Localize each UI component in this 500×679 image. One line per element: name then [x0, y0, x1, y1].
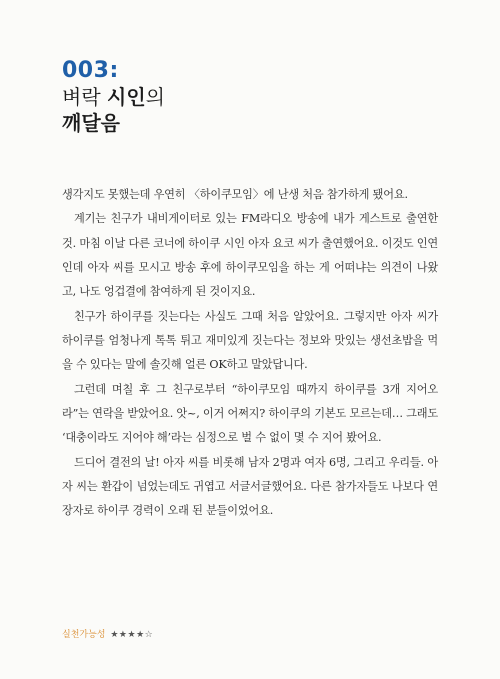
chapter-number-value: 003	[62, 58, 110, 83]
chapter-title-part-c: 의	[145, 85, 165, 109]
footer-label: 실천가능성	[62, 630, 106, 640]
chapter-title-line1	[62, 84, 165, 110]
body-text	[62, 183, 438, 524]
page-footer	[62, 627, 153, 640]
chapter-title-part-b: 시인	[107, 85, 146, 109]
chapter-title-line2-text: 깨달음	[62, 111, 120, 135]
chapter-number-colon: :	[109, 58, 119, 83]
chapter-title-line2	[62, 110, 165, 136]
rating-stars: ★★★★☆	[110, 630, 154, 640]
paragraph-1: 생각지도 못했는데 우연히 〈하이쿠모임〉에 난생 처음 참가하게 됐어요.	[62, 188, 408, 201]
chapter-header	[62, 58, 165, 136]
chapter-number	[62, 58, 165, 84]
paragraph-4: 그런데 며칠 후 그 친구로부터 “하이쿠모임 때까지 하이쿠를 3개 지어오라”는 연락을 받았어요. 앗~, 이거 어쩌지? 하이쿠의 기본도 모르는데… 그래도 ‘대충이라도 지어야 해’라는 심정으로 벌 수 없이 몇 수 지어 봤어요.	[62, 382, 439, 445]
paragraph-2: 계기는 친구가 내비게이터로 있는 FM라디오 방송에 내가 게스트로 출연한 것. 마침 이날 다른 코너에 하이쿠 시인 아자 요코 씨가 출연했어요. 이것도 인연인데 아자 씨를 모시고 방송 후에 하이쿠모임을 하는 게 어떠냐는 의견이 나왔고, 나도 엉겁결에 참여하게 된 것이지요.	[62, 212, 438, 299]
paragraph-5: 드디어 결전의 날! 아자 씨를 비롯해 남자 2명과 여자 6명, 그리고 우리들. 아자 씨는 환갑이 넘었는데도 귀엽고 서글서글했어요. 다른 참가자들도 나보다 연장자로 하이쿠 경력이 오래 된 분들이었어요.	[62, 455, 438, 518]
paragraph-3: 친구가 하이쿠를 짓는다는 사실도 그때 처음 알았어요. 그렇지만 아자 씨가 하이쿠를 엄청나게 톡톡 튀고 재미있게 짓는다는 정보와 맛있는 생선초밥을 먹을 수 있다는 말에 솔깃해 얼른 OK하고 말았답니다.	[62, 309, 438, 372]
chapter-title-part-a: 벼락	[62, 85, 107, 109]
